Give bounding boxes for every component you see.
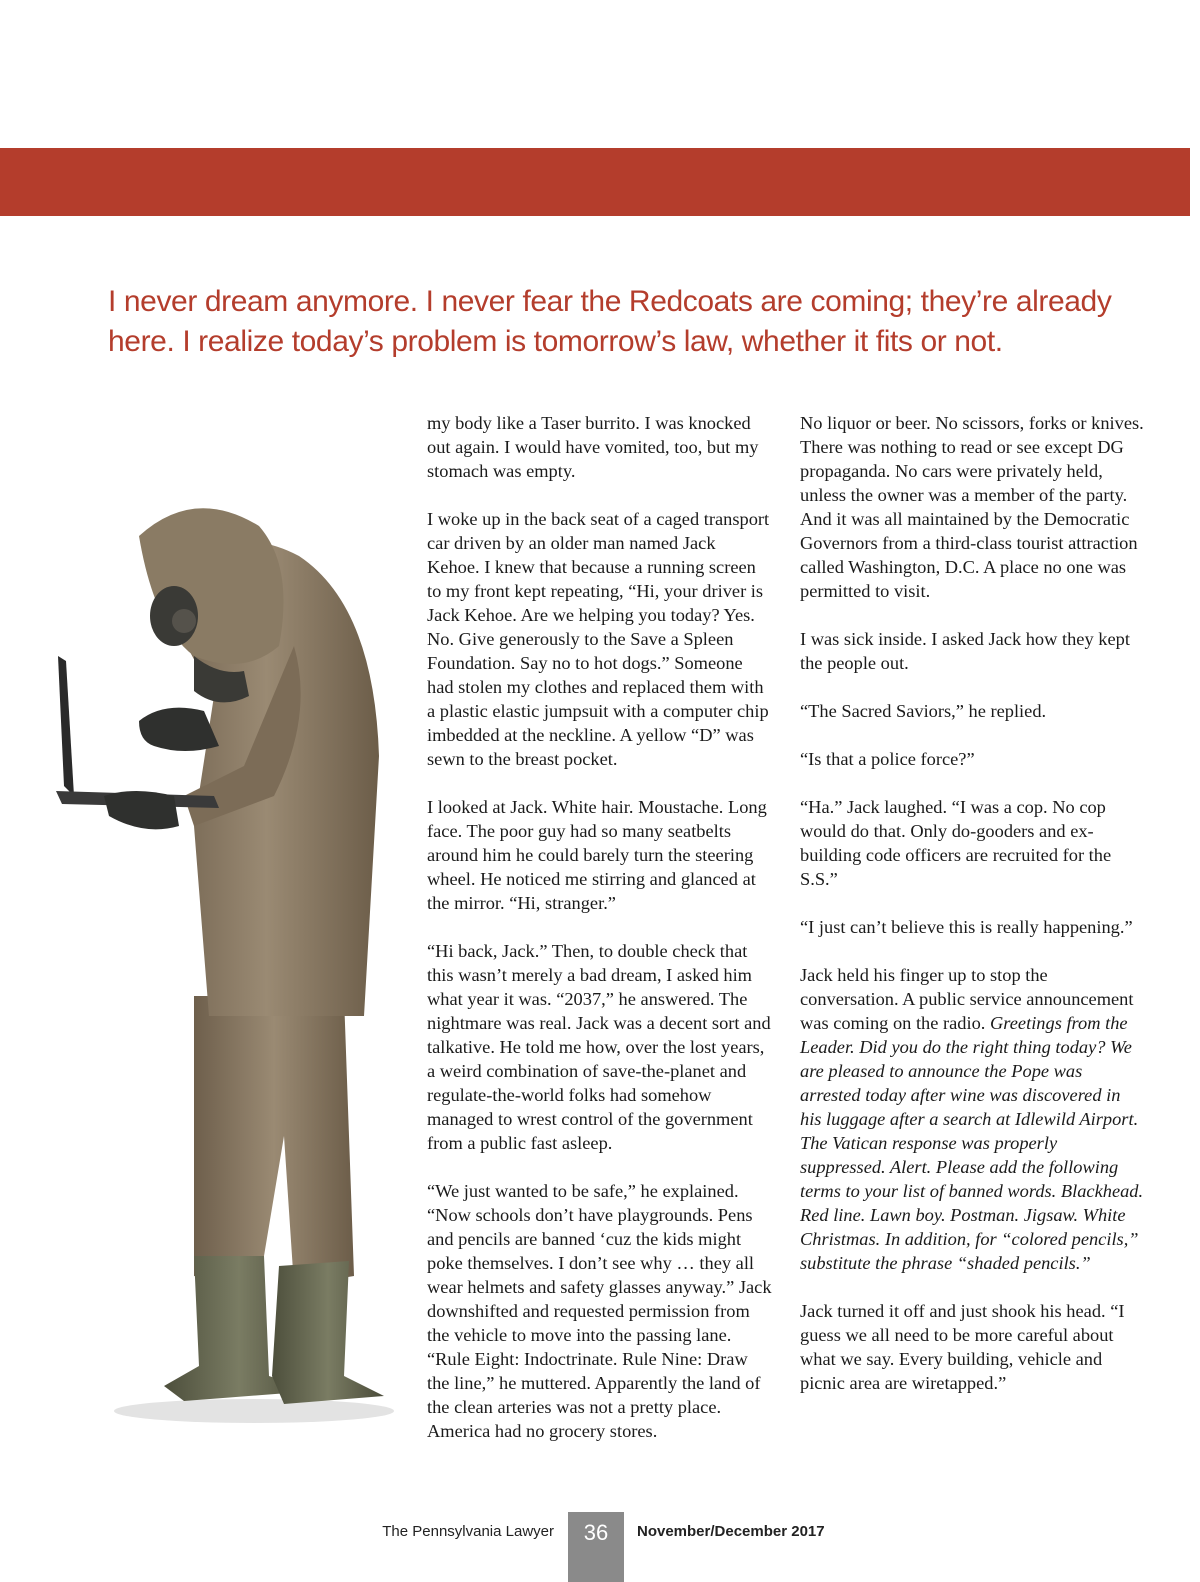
publication-name: The Pennsylvania Lawyer [382,1523,554,1540]
col1-paragraph-5: “We just wanted to be safe,” he explained. “Now schools don’t have playgrounds. Pens and pencils are banned ‘cuz the kids might poke themselves. I don’t see why … they all wear helmets and safety glasses anyway.” Jack downshifted and requested permission from the vehicle to move into the passing lane. “Rule Eight: Indoctrinate. Rule Nine: Draw the line,” he muttered. Apparently the land of the clean arteries was not a pretty place. America had no grocery stores. [427,1181,772,1441]
radio-announcement: Greetings from the Leader. Did you do the right thing today? We are pleased to announce the Pope was arrested today after wine was discovered in his luggage after a search at Idlewild Airport. The Vatican response was properly suppressed. Alert. Please add the following terms to your list of banned words. Blackhead. Red line. Lawn boy. Postman. Jigsaw. White Christmas. In addition, for “colored pencils,” substitute the phrase “shaded pencils.” [800,1013,1144,1273]
col1-paragraph-3: I looked at Jack. White hair. Moustache. Long face. The poor guy had so many seatbelts around him he could barely turn the steering wheel. He noticed me stirring and glanced at the mirror. “Hi, stranger.” [427,797,767,913]
col2-paragraph-5: “Ha.” Jack laughed. “I was a cop. No cop would do that. Only do-gooders and ex-building code officers are recruited for the S.S.” [800,797,1112,889]
col1-paragraph-4: “Hi back, Jack.” Then, to double check that this wasn’t merely a bad dream, I asked him what year it was. “2037,” he answered. The nightmare was real. Jack was a decent sort and talkative. He told me how, over the lost years, a weird combination of save-the-planet and regulate-the-world folks had somehow managed to wrest control of the government from a public fast asleep. [427,941,771,1153]
col2-paragraph-8: Jack turned it off and just shook his head. “I guess we all need to be more careful about what we say. Every building, vehicle and picnic area are wiretapped.” [800,1301,1125,1393]
col2-paragraph-4: “Is that a police force?” [800,749,975,769]
text-column-1 [427,411,772,1443]
col2-paragraph-7 [800,963,1145,1275]
col2-paragraph-1: No liquor or beer. No scissors, forks or knives. There was nothing to read or see except DG propaganda. No cars were privately held, unless the owner was a member of the party. And it was all maintained by the Democratic Governors from a third-class tourist attraction called Washington, D.C. A place no one was permitted to visit. [800,413,1144,601]
col2-paragraph-3: “The Sacred Saviors,” he replied. [800,701,1047,721]
hazmat-figure-illustration [44,496,394,1431]
announcement-intro: Jack held his finger up to stop the conversation. A public service announcement was coming on the radio. [800,965,1134,1033]
col2-paragraph-2: I was sick inside. I asked Jack how they kept the people out. [800,629,1130,673]
col1-paragraph-2: I woke up in the back seat of a caged transport car driven by an older man named Jack Kehoe. I knew that because a running screen to my front kept repeating, “Hi, your driver is Jack Kehoe. Are we helping you today? Yes. No. Give generously to the Save a Spleen Foundation. Say no to hot dogs.” Someone had stolen my clothes and replaced them with a plastic elastic jumpsuit with a computer chip imbedded at the neckline. A yellow “D” was sewn to the breast pocket. [427,509,770,769]
pull-quote: I never dream anymore. I never fear the Redcoats are coming; they’re already here. I realize today’s problem is tomorrow’s law, whether it fits or not. [108,285,1112,358]
page-footer [0,1512,1200,1552]
text-column-2 [800,411,1145,1395]
page-number: 36 [568,1512,624,1582]
header-color-band [0,148,1190,216]
col1-paragraph-1: my body like a Taser burrito. I was knocked out again. I would have vomited, too, but my stomach was empty. [427,413,759,481]
issue-date: November/December 2017 [637,1523,825,1540]
col2-paragraph-6: “I just can’t believe this is really happening.” [800,917,1133,937]
